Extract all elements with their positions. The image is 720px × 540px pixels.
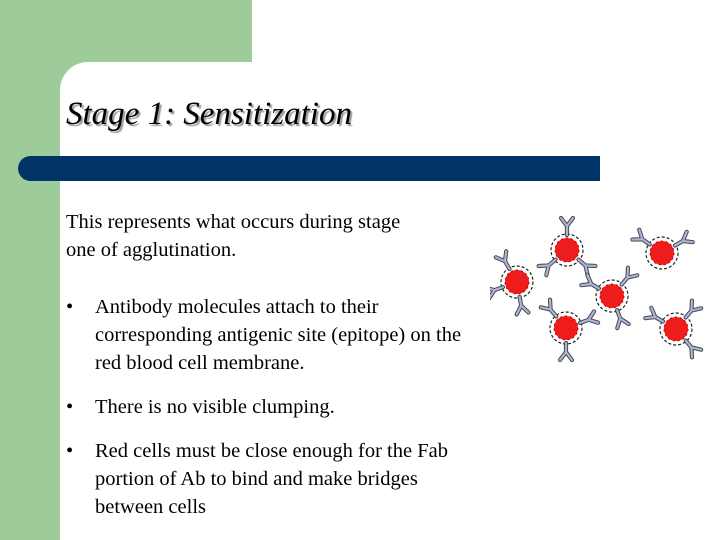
slide-title: Stage 1: Sensitization [66,96,352,132]
list-item [66,393,476,421]
list-item [66,293,476,377]
red-cell-5 [541,300,598,360]
bullet-text: Red cells must be close enough for the Fab portion of Ab to bind and make bridges between cells [95,440,448,518]
bullet-list [66,293,476,537]
sensitized-red-cells-illustration [490,205,710,375]
red-cell-2 [490,251,533,314]
bullet-marker: • [66,396,74,418]
list-item [66,437,476,521]
bullet-text: There is no visible clumping. [95,396,335,418]
red-cell-6 [645,301,701,358]
intro-text: This represents what occurs during stage one of agglutination. [66,211,401,261]
bullet-marker: • [66,296,74,318]
bullet-marker: • [66,440,74,462]
title-underline-bar [18,156,600,181]
red-cell-4 [632,230,692,269]
bullet-text: Antibody molecules attach to their corresponding antigenic site (epitope) on the red blood cell membrane. [95,296,462,374]
red-cell-1 [539,218,596,275]
